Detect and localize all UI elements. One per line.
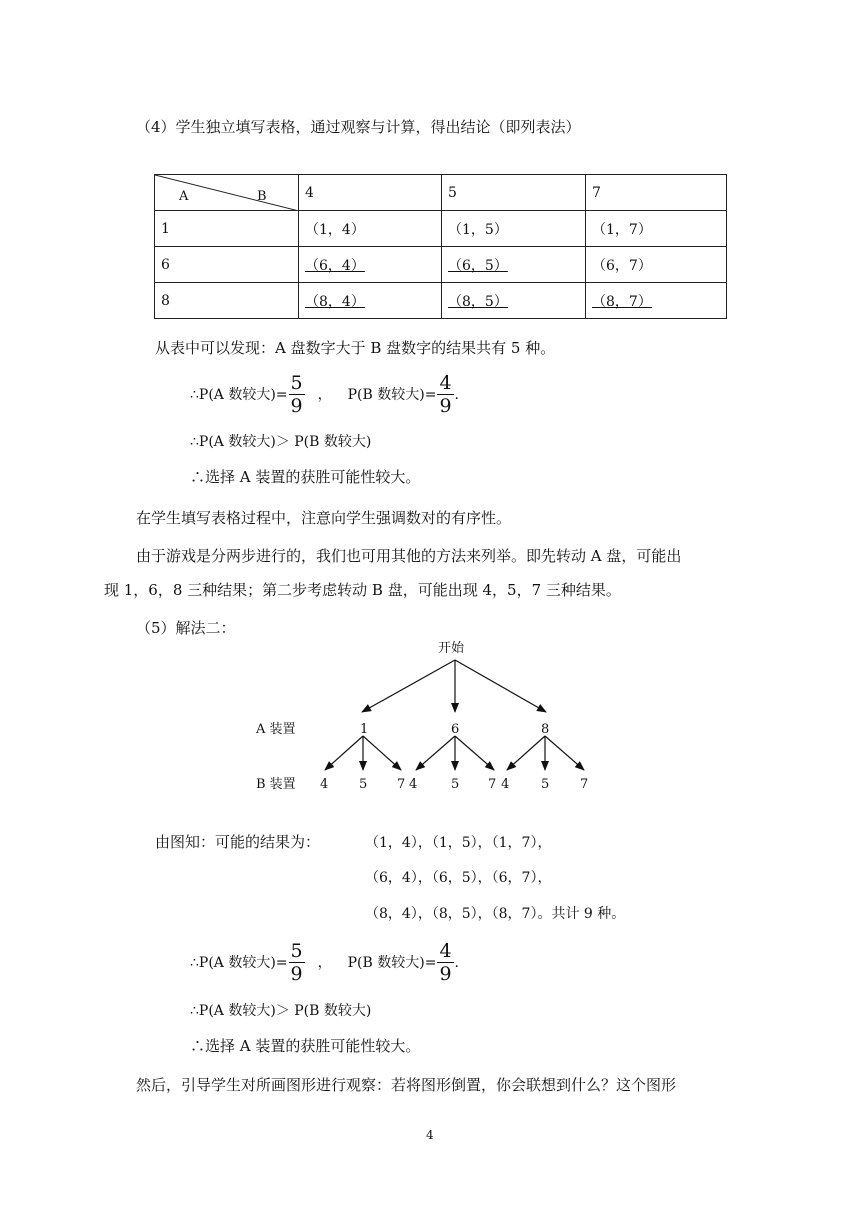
tree-label-b: B 装置 — [256, 777, 296, 792]
paragraph-steps-line-2: 现 1，6，8 三种结果；第二步考虑转动 B 盘，可能出现 4，5，7 三种结果。 — [104, 581, 621, 599]
tree-node-b: 4 — [501, 777, 510, 792]
table-cell-underlined: （8，7） — [592, 293, 652, 310]
tree-root-label: 开始 — [438, 641, 465, 656]
fraction-numerator: 4 — [439, 940, 452, 962]
fraction-denominator: 9 — [290, 395, 303, 417]
corner-diagonal — [155, 175, 299, 211]
results-line-3: （8，4），（8，5），（8，7）。共计 9 种。 — [365, 906, 626, 922]
finding-text: 从表中可以发现：A 盘数字大于 B 盘数字的结果共有 5 种。 — [155, 339, 556, 357]
tree-node-b: 7 — [488, 777, 497, 792]
table-cell: （1，5） — [442, 211, 586, 247]
column-header: 4 — [299, 175, 442, 211]
tree-node-b: 4 — [409, 777, 418, 792]
results-line-1: （1，4），（1，5），（1，7）， — [365, 835, 552, 851]
fraction-a — [289, 940, 305, 985]
page-number: 4 — [426, 1128, 434, 1142]
column-header: 5 — [442, 175, 586, 211]
tree-diagram — [0, 630, 860, 805]
tree-node-b: 7 — [580, 777, 589, 792]
table-header-row — [155, 175, 727, 211]
table-cell: （6，7） — [586, 247, 727, 283]
prob-b-prefix: P(B 数较大)= — [347, 954, 437, 971]
tree-node-a: 1 — [360, 722, 369, 737]
prob-b-prefix: P(B 数较大)= — [347, 386, 437, 403]
fraction-denominator: 9 — [290, 963, 303, 985]
tree-node-b: 5 — [451, 777, 460, 792]
tree-edge — [545, 736, 584, 770]
row-label: 8 — [155, 283, 299, 319]
fraction-numerator: 5 — [290, 372, 303, 394]
fraction-b — [437, 940, 453, 985]
prob-a-prefix: ∴P(A 数较大)= — [190, 954, 288, 971]
table-cell-underlined: （6，4） — [305, 257, 365, 274]
table-cell-underlined: （8，5） — [448, 293, 508, 310]
tree-edge — [455, 660, 546, 712]
fraction-denominator: 9 — [439, 395, 452, 417]
compare-line-1: ∴P(A 数较大)＞ P(B 数较大) — [190, 434, 372, 450]
paragraph-steps-line-1: 由于游戏是分两步进行的，我们也可用其他的方法来列举。即先转动 A 盘，可能出 — [136, 547, 682, 565]
row-label: 6 — [155, 247, 299, 283]
results-intro: 由图知：可能的结果为： — [155, 833, 321, 851]
paragraph-last: 然后，引导学生对所画图形进行观察：若将图形倒置，你会联想到什么？这个图形 — [136, 1076, 677, 1094]
tree-node-a: 6 — [451, 722, 460, 737]
table-corner-cell — [155, 175, 299, 211]
tree-node-b: 5 — [359, 777, 368, 792]
tree-edge — [325, 736, 363, 770]
corner-label-b: B — [257, 189, 267, 204]
fraction-numerator: 4 — [439, 372, 452, 394]
compare-line-2: ∴P(A 数较大)＞ P(B 数较大) — [190, 1003, 372, 1019]
probability-line-2 — [190, 940, 459, 985]
period: . — [454, 954, 459, 971]
tree-edge — [455, 736, 494, 770]
period: . — [454, 386, 459, 403]
results-line-2: （6，4），（6，5），（6，7）， — [365, 870, 552, 886]
tree-node-a: 8 — [541, 722, 550, 737]
tree-edge — [416, 736, 455, 770]
table-row — [155, 283, 727, 319]
conclusion-line-2: ∴选择 A 装置的获胜可能性较大。 — [190, 1037, 421, 1055]
tree-node-b: 5 — [541, 777, 550, 792]
table-row — [155, 247, 727, 283]
corner-label-a: A — [179, 189, 189, 204]
probability-line-1 — [190, 372, 459, 417]
table-cell-underlined: （8，4） — [305, 293, 365, 310]
conclusion-line-1: ∴选择 A 装置的获胜可能性较大。 — [190, 468, 421, 486]
table-cell: （1，7） — [586, 211, 727, 247]
table-cell-underlined: （6，5） — [448, 257, 508, 274]
tree-edge — [363, 736, 401, 770]
row-label: 1 — [155, 211, 299, 247]
separator: ， — [317, 954, 332, 971]
table-row — [155, 211, 727, 247]
outcome-table — [154, 174, 727, 319]
fraction-numerator: 5 — [290, 940, 303, 962]
fraction-b — [437, 372, 453, 417]
table-cell: （1，4） — [299, 211, 442, 247]
column-header: 7 — [586, 175, 727, 211]
prob-a-prefix: ∴P(A 数较大)= — [190, 386, 288, 403]
tree-node-b: 4 — [320, 777, 329, 792]
tree-label-a: A 装置 — [256, 722, 296, 737]
fraction-a — [289, 372, 305, 417]
section-5-heading: （5）解法二： — [136, 619, 236, 637]
paragraph-order: 在学生填写表格过程中，注意向学生强调数对的有序性。 — [136, 509, 512, 527]
tree-edge — [507, 736, 545, 770]
fraction-denominator: 9 — [439, 963, 452, 985]
tree-node-b: 7 — [397, 777, 406, 792]
section-4-heading: （4）学生独立填写表格，通过观察与计算，得出结论（即列表法） — [136, 118, 581, 136]
separator: ， — [317, 386, 332, 403]
tree-edge — [362, 660, 455, 712]
